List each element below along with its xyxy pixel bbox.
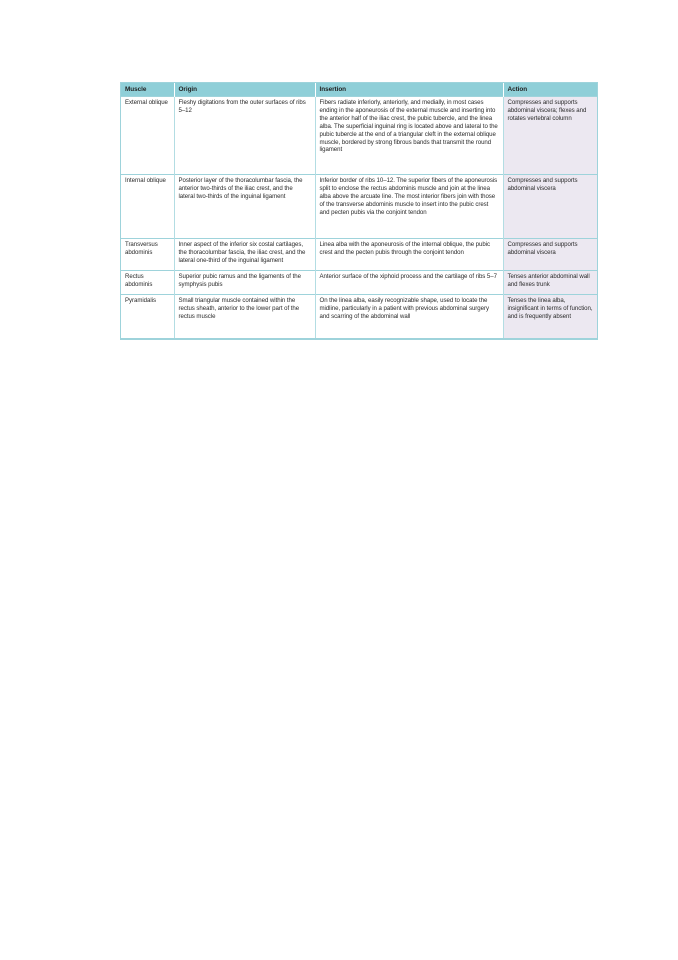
header-row (121, 83, 597, 97)
insertion-cell: Anterior surface of the xiphoid process and the cartilage of ribs 5–7 (315, 271, 503, 295)
muscle-table-container (120, 82, 598, 340)
muscle-cell: External oblique (121, 97, 174, 175)
table-header (121, 83, 597, 97)
header-action: Action (503, 83, 597, 97)
insertion-cell: Fibers radiate inferiorly, anteriorly, and medially, in most cases ending in the aponeurosis of the external muscle and inserting into the anterior half of the iliac crest, the pubic tubercle, and the linea alba. The superficial inguinal ring is located above and lateral to the pubic tubercle at the end of a triangular cleft in the external oblique muscle, bordered by strong fibrous bands that transmit the round ligament (315, 97, 503, 175)
muscle-table (121, 83, 597, 339)
muscle-cell: Transversus abdominis (121, 239, 174, 271)
header-muscle: Muscle (121, 83, 174, 97)
header-insertion: Insertion (315, 83, 503, 97)
origin-cell: Small triangular muscle contained within the rectus sheath, anterior to the lower part of the rectus muscle (174, 295, 315, 339)
muscle-cell: Rectus abdominis (121, 271, 174, 295)
insertion-cell: Linea alba with the aponeurosis of the internal oblique, the pubic crest and the pecten pubis through the conjoint tendon (315, 239, 503, 271)
muscle-cell: Internal oblique (121, 175, 174, 239)
table-row (121, 97, 597, 175)
action-cell: Compresses and supports abdominal viscera (503, 239, 597, 271)
table-row (121, 271, 597, 295)
origin-cell: Posterior layer of the thoracolumbar fascia, the anterior two-thirds of the iliac crest, and the lateral two-thirds of the inguinal ligament (174, 175, 315, 239)
origin-cell: Fleshy digitations from the outer surfaces of ribs 5–12 (174, 97, 315, 175)
action-cell: Tenses anterior abdominal wall and flexes trunk (503, 271, 597, 295)
muscle-cell: Pyramidalis (121, 295, 174, 339)
table-row (121, 295, 597, 339)
table-body (121, 97, 597, 339)
action-cell: Tenses the linea alba, insignificant in terms of function, and is frequently absent (503, 295, 597, 339)
insertion-cell: On the linea alba, easily recognizable shape, used to locate the midline, particularly in a patient with previous abdominal surgery and scarring of the abdominal wall (315, 295, 503, 339)
header-origin: Origin (174, 83, 315, 97)
table-row (121, 239, 597, 271)
insertion-cell: Inferior border of ribs 10–12. The superior fibers of the aponeurosis split to enclose the rectus abdominis muscle and join at the linea alba above the arcuate line. The most interior fibers join with those of the transverse abdominis muscle to insert into the pubic crest and pecten pubis via the conjoint tendon (315, 175, 503, 239)
action-cell: Compresses and supports abdominal viscera; flexes and rotates vertebral column (503, 97, 597, 175)
action-cell: Compresses and supports abdominal viscera (503, 175, 597, 239)
table-row (121, 175, 597, 239)
origin-cell: Inner aspect of the inferior six costal cartilages, the thoracolumbar fascia, the iliac crest, and the lateral one-third of the inguinal ligament (174, 239, 315, 271)
origin-cell: Superior pubic ramus and the ligaments of the symphysis pubis (174, 271, 315, 295)
